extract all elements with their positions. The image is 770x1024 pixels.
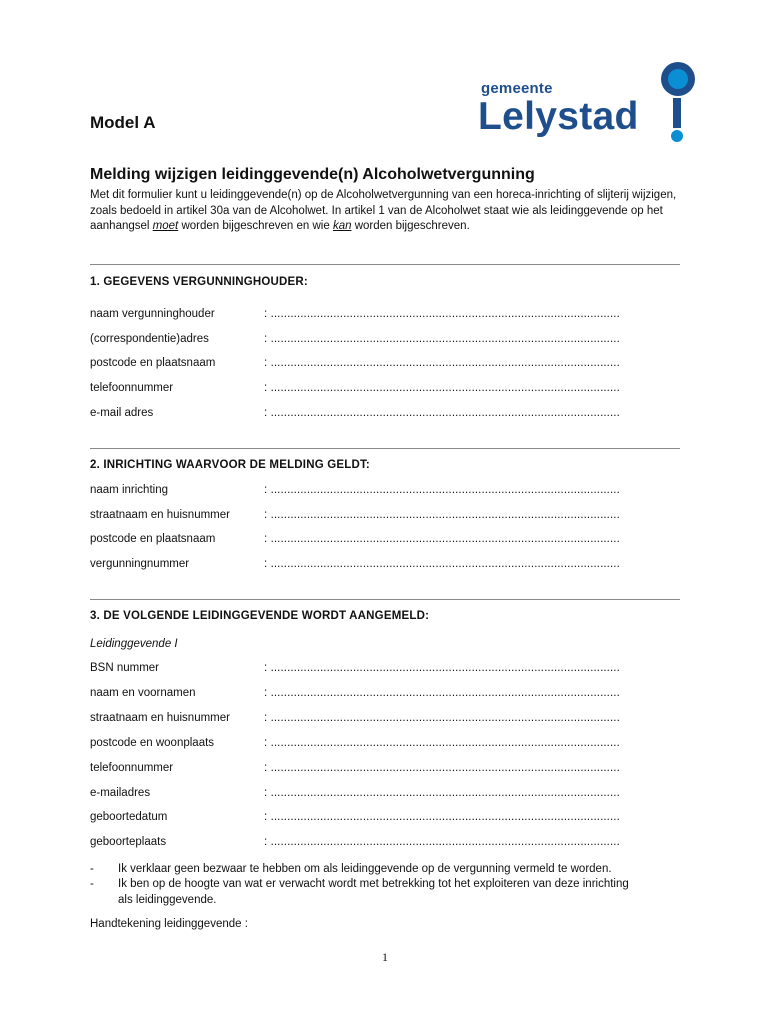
field-label: e-mailadres bbox=[90, 787, 151, 799]
section-divider bbox=[90, 599, 680, 600]
bullet-dash: - bbox=[90, 863, 94, 875]
fill-in-line[interactable]: : .......................................................................................................... bbox=[264, 662, 620, 674]
form-row[interactable] bbox=[90, 687, 680, 703]
section-divider bbox=[90, 264, 680, 265]
fill-in-line[interactable]: : .......................................................................................................... bbox=[264, 787, 620, 799]
form-row[interactable] bbox=[90, 662, 680, 678]
field-label: postcode en plaatsnaam bbox=[90, 357, 216, 369]
form-row[interactable] bbox=[90, 533, 680, 549]
section-2-heading: 2. INRICHTING WAARVOOR DE MELDING GELDT: bbox=[90, 459, 370, 471]
form-row[interactable] bbox=[90, 712, 680, 728]
fill-in-line[interactable]: : .......................................................................................................... bbox=[264, 308, 620, 320]
field-label: e-mail adres bbox=[90, 407, 154, 419]
fill-in-line[interactable]: : .......................................................................................................... bbox=[264, 687, 620, 699]
gemeente-lelystad-logo bbox=[478, 62, 700, 148]
section-1-heading: 1. GEGEVENS VERGUNNINGHOUDER: bbox=[90, 276, 308, 288]
declaration-item bbox=[90, 877, 690, 909]
form-row[interactable] bbox=[90, 308, 680, 324]
form-row[interactable] bbox=[90, 333, 680, 349]
section-divider bbox=[90, 448, 680, 449]
model-title: Model A bbox=[90, 113, 156, 132]
leidinggevende-subheading: Leidinggevende I bbox=[90, 638, 178, 650]
declaration-item bbox=[90, 862, 690, 878]
fill-in-line[interactable]: : .......................................................................................................... bbox=[264, 484, 620, 496]
form-row[interactable] bbox=[90, 787, 680, 803]
page-number: 1 bbox=[382, 950, 388, 964]
document-title: Melding wijzigen leidinggevende(n) Alcoholwetvergunning bbox=[90, 166, 535, 183]
field-label: telefoonnummer bbox=[90, 382, 174, 394]
fill-in-line[interactable]: : .......................................................................................................... bbox=[264, 509, 620, 521]
logo-text-lelystad: Lelystad bbox=[478, 95, 639, 138]
field-label: straatnaam en huisnummer bbox=[90, 509, 230, 521]
signature-label: Handtekening leidinggevende : bbox=[90, 918, 248, 930]
field-label: naam inrichting bbox=[90, 484, 168, 496]
form-row[interactable] bbox=[90, 811, 680, 827]
fill-in-line[interactable]: : .......................................................................................................... bbox=[264, 333, 620, 345]
form-row[interactable] bbox=[90, 558, 680, 574]
form-row[interactable] bbox=[90, 509, 680, 525]
field-label: naam vergunninghouder bbox=[90, 308, 215, 320]
field-label: postcode en woonplaats bbox=[90, 737, 215, 749]
field-label: naam en voornamen bbox=[90, 687, 196, 699]
form-row[interactable] bbox=[90, 762, 680, 778]
field-label: telefoonnummer bbox=[90, 762, 174, 774]
form-row[interactable] bbox=[90, 357, 680, 373]
form-row[interactable] bbox=[90, 737, 680, 753]
form-row[interactable] bbox=[90, 407, 680, 423]
form-row[interactable] bbox=[90, 484, 680, 500]
fill-in-line[interactable]: : .......................................................................................................... bbox=[264, 382, 620, 394]
fill-in-line[interactable]: : .......................................................................................................... bbox=[264, 811, 620, 823]
fill-in-line[interactable]: : .......................................................................................................... bbox=[264, 737, 620, 749]
lelystad-logo-mark-icon bbox=[658, 62, 698, 148]
field-label: (correspondentie)adres bbox=[90, 333, 209, 345]
fill-in-line[interactable]: : .......................................................................................................... bbox=[264, 762, 620, 774]
fill-in-line[interactable]: : .......................................................................................................... bbox=[264, 836, 620, 848]
field-label: vergunningnummer bbox=[90, 558, 190, 570]
field-label: BSN nummer bbox=[90, 662, 160, 674]
declaration-text: Ik verklaar geen bezwaar te hebben om als leidinggevende op de vergunning vermeld te worden. bbox=[118, 863, 612, 875]
form-row[interactable] bbox=[90, 836, 680, 852]
field-label: straatnaam en huisnummer bbox=[90, 712, 230, 724]
bullet-dash: - bbox=[90, 878, 94, 890]
field-label: geboortedatum bbox=[90, 811, 168, 823]
form-row[interactable] bbox=[90, 382, 680, 398]
fill-in-line[interactable]: : .......................................................................................................... bbox=[264, 533, 620, 545]
declaration-text: Ik ben op de hoogte van wat er verwacht wordt met betrekking tot het exploiteren van deze inrichting als leidinggevende. bbox=[118, 878, 629, 906]
fill-in-line[interactable]: : .......................................................................................................... bbox=[264, 712, 620, 724]
emphasis-moet: moet bbox=[152, 220, 179, 233]
section-3-heading: 3. DE VOLGENDE LEIDINGGEVENDE WORDT AANGEMELD: bbox=[90, 610, 430, 622]
field-label: geboorteplaats bbox=[90, 836, 167, 848]
field-label: postcode en plaatsnaam bbox=[90, 533, 216, 545]
fill-in-line[interactable]: : .......................................................................................................... bbox=[264, 357, 620, 369]
emphasis-kan: kan bbox=[332, 220, 352, 233]
intro-paragraph: Met dit formulier kunt u leidinggevende(n) op de Alcoholwetvergunning van een horeca-inrichting of slijterij wijzigen, zoals bedoeld in artikel 30a van de Alcoholwet. In artikel 1 van de Alcoholwet staat wie als leidinggevende op het aanhangsel moet worden bijgeschreven en wie kan worden bijgeschreven. bbox=[90, 189, 677, 233]
fill-in-line[interactable]: : .......................................................................................................... bbox=[264, 407, 620, 419]
fill-in-line[interactable]: : .......................................................................................................... bbox=[264, 558, 620, 570]
logo-text-gemeente: gemeente bbox=[481, 80, 553, 97]
